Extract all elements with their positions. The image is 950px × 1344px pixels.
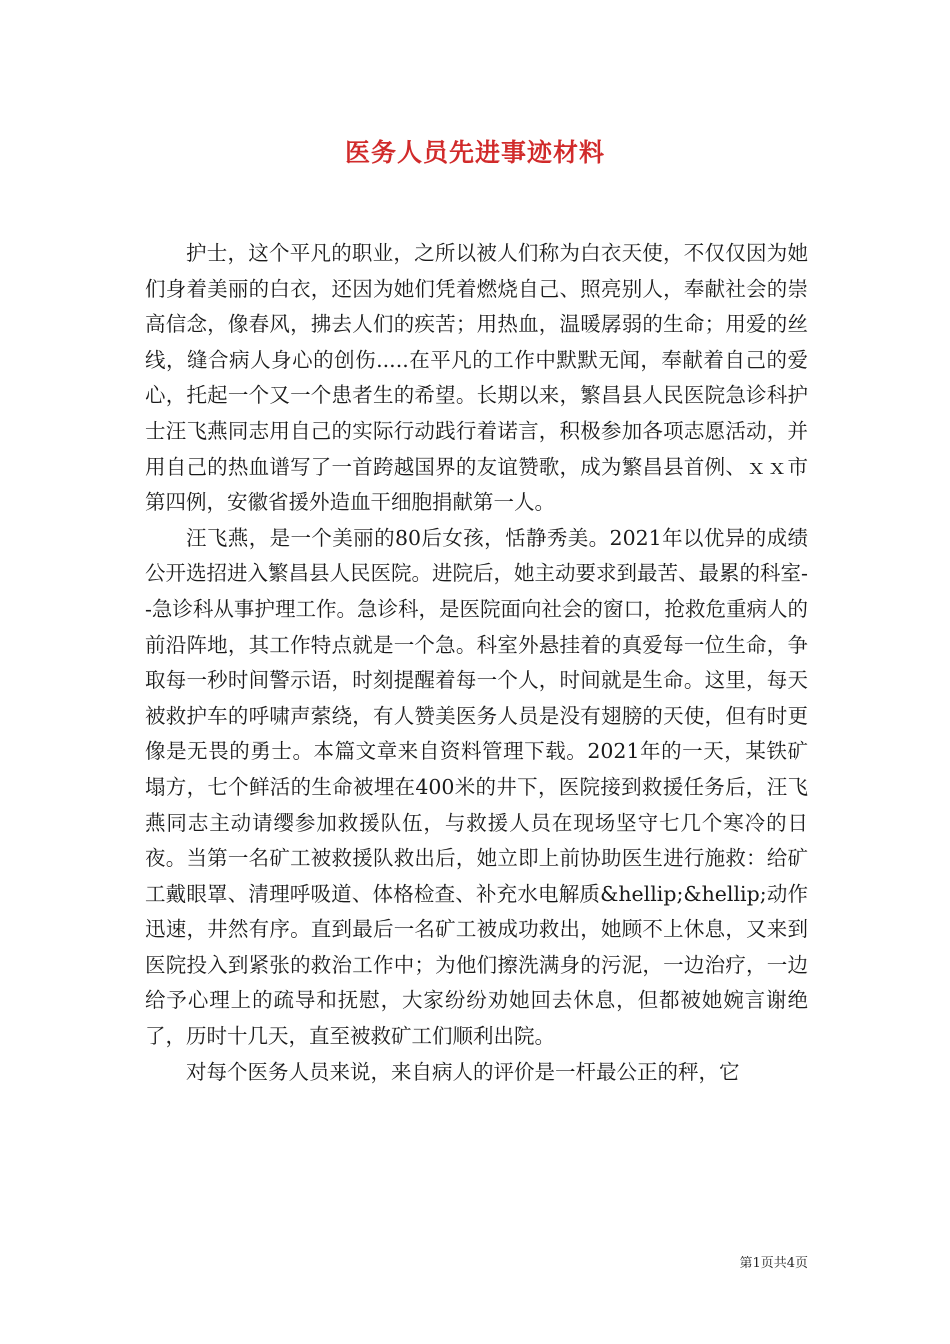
page-number-footer: 第1页共4页 <box>739 1256 808 1271</box>
document-title: 医务人员先进事迹材料 <box>344 138 605 167</box>
document-body <box>145 236 808 1090</box>
paragraph-1: 护士，这个平凡的职业，之所以被人们称为白衣天使，不仅仅因为她们身着美丽的白衣，还因为她们凭着燃烧自己、照亮别人，奉献社会的崇高信念，像春风，拂去人们的疾苦；用热血，温暖孱弱的生命；用爱的丝线，缝合病人身心的创伤.....在平凡的工作中默默无闻，奉献着自己的爱心，托起一个又一个患者生的希望。长期以来，繁昌县人民医院急诊科护士汪飞燕同志用自己的实际行动践行着诺言，积极参加各项志愿活动，并用自己的热血谱写了一首跨越国界的友谊赞歌，成为繁昌县首例、ｘｘ市第四例，安徽省援外造血干细胞捐献第一人。 <box>145 241 808 515</box>
paragraph-3: 对每个医务人员来说，来自病人的评价是一杆最公正的秤，它 <box>186 1059 740 1084</box>
paragraph-2: 汪飞燕，是一个美丽的80后女孩，恬静秀美。2021年以优异的成绩公开选招进入繁昌县人民医院。进院后，她主动要求到最苦、最累的科室--急诊科从事护理工作。急诊科，是医院面向社会的窗口，抢救危重病人的前沿阵地，其工作特点就是一个急。科室外悬挂着的真爱每一位生命，争取每一秒时间警示语，时刻提醒着每一个人，时间就是生命。这里，每天被救护车的呼啸声萦绕，有人赞美医务人员是没有翅膀的天使，但有时更像是无畏的勇士。本篇文章来自资料管理下载。2021年的一天，某铁矿塌方，七个鲜活的生命被埋在400米的井下，医院接到救援任务后，汪飞燕同志主动请缨参加救援队伍，与救援人员在现场坚守七几个寒冷的日夜。当第一名矿工被救援队救出后，她立即上前协助医生进行施救：给矿工戴眼罩、清理呼吸道、体格检查、补充水电解质&hellip;&hellip;动作迅速，井然有序。直到最后一名矿工被成功救出，她顾不上休息，又来到医院投入到紧张的救治工作中；为他们擦洗满身的污泥，一边治疗，一边给予心理上的疏导和抚慰，大家纷纷劝她回去休息，但都被她婉言谢绝了，历时十几天，直至被救矿工们顺利出院。 <box>145 525 808 1049</box>
